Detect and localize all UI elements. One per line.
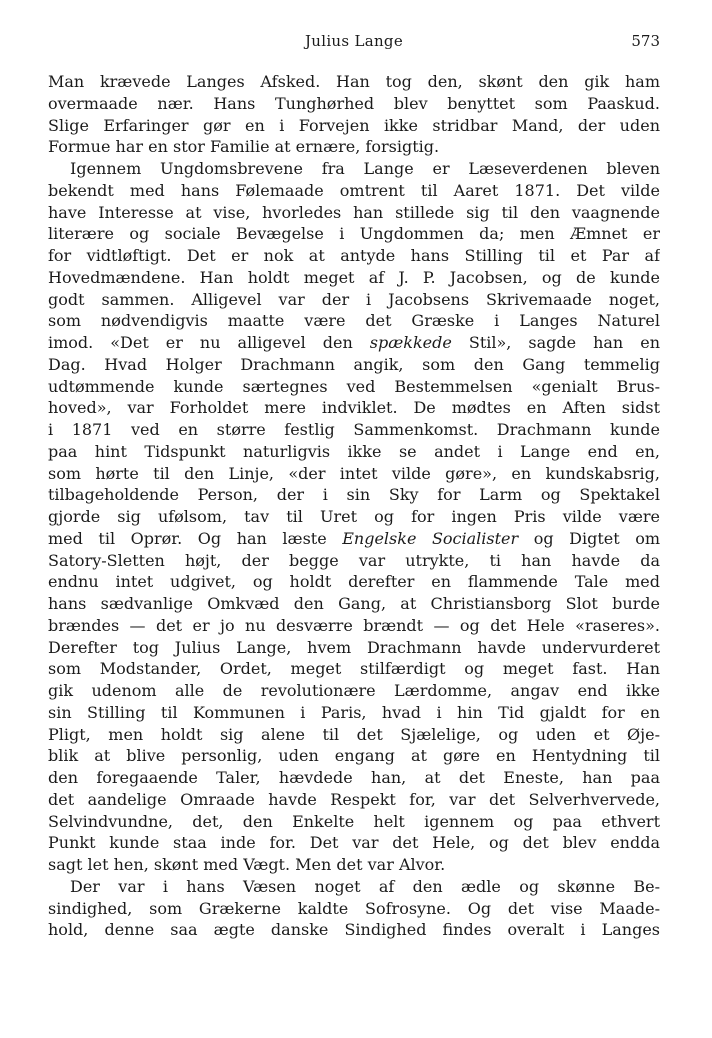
text-line: endnu intet udgivet, og holdt derefter en flammende Tale med: [48, 572, 660, 592]
text-line: hans sædvanlige Omkvæd den Gang, at Christiansborg Slot burde: [48, 594, 660, 613]
running-head: [48, 32, 660, 56]
text-line: Hovedmændene. Han holdt meget af J. P. Jacobsen, og de kunde: [48, 267, 660, 287]
italic-text: spækkede: [369, 333, 452, 352]
text-line: Man krævede Langes Afsked. Han tog den, skønt den gik ham: [48, 72, 660, 91]
text-run: med til Oprør. Og han læste: [48, 528, 343, 548]
text-line: Pligt, men holdt sig alene til det Sjælelige, og uden et Øje-: [48, 724, 660, 744]
text-line: have Interesse at vise, hvorledes han stillede sig til den vaagnende: [48, 202, 660, 222]
text-line: bekendt med hans Følemaade omtrent til Aaret 1871. Det vilde: [48, 180, 660, 200]
text-line: hoved», var Forholdet mere indviklet. De mødtes en Aften sidst: [48, 398, 660, 418]
text-line: Punkt kunde staa inde for. Det var det Hele, og det blev endda: [48, 833, 660, 853]
text-line: for vidtløftigt. Det er nok at antyde hans Stilling til et Par af: [48, 246, 660, 265]
text-line: som nødvendigvis maatte være det Græske i Langes Naturel: [48, 311, 660, 331]
text-line: [48, 528, 660, 550]
text-run: og Digtet om: [518, 528, 660, 548]
text-run: imod. «Det er nu alligevel den: [48, 333, 370, 352]
text-line: gik udenom alle de revolutionære Lærdomme, angav end ikke: [48, 681, 660, 700]
text-line: Satory-Sletten højt, der begge var utrykte, ti han havde da: [48, 550, 660, 570]
text-line: Slige Erfaringer gør en i Forvejen ikke stridbar Mand, der uden: [48, 115, 660, 135]
text-line: det aandelige Omraade havde Respekt for, var det Selverhvervede,: [48, 789, 660, 809]
italic-text: Engelske Socialister: [342, 528, 519, 548]
text-line: Derefter tog Julius Lange, hvem Drachmann havde undervurderet: [48, 637, 660, 657]
text-line: som hørte til den Linje, «der intet vilde gøre», en kundskabsrig,: [48, 463, 660, 483]
text-line: brændes — det er jo nu desværre brændt — og det Hele «raseres».: [48, 615, 660, 635]
text-line: i 1871 ved en større festlig Sammenkomst. Drachmann kunde: [48, 420, 660, 439]
text-line: Selvindvundne, det, den Enkelte helt igennem og paa ethvert: [48, 811, 660, 831]
text-line: Der var i hans Væsen noget af den ædle og skønne Be-: [70, 876, 660, 896]
text-line: udtømmende kunde særtegnes ved Bestemmelsen «genialt Brus-: [48, 376, 660, 396]
text-line: literære og sociale Bevægelse i Ungdommen da; men Æmnet er: [48, 224, 660, 244]
text-line: godt sammen. Alligevel var der i Jacobsens Skrivemaade noget,: [48, 289, 660, 309]
text-line: Dag. Hvad Holger Drachmann angik, som den Gang temmelig: [48, 354, 660, 374]
text-line: blik at blive personlig, uden engang at gøre en Hentydning til: [48, 746, 660, 766]
text-line: overmaade nær. Hans Tunghørhed blev benyttet som Paaskud.: [48, 93, 660, 113]
text-line: den foregaaende Taler, hævdede han, at det Eneste, han paa: [48, 768, 660, 787]
text-line: sin Stilling til Kommunen i Paris, hvad i hin Tid gjaldt for en: [48, 702, 660, 722]
body-text: [48, 71, 660, 941]
text-line: sagt let hen, skønt med Vægt. Men det var Alvor.: [48, 855, 446, 874]
text-line: paa hint Tidspunkt naturligvis ikke se andet i Lange end en,: [48, 441, 660, 461]
running-title: Julius Lange: [304, 32, 404, 50]
page-number: 573: [631, 32, 660, 50]
text-line: gjorde sig ufølsom, tav til Uret og for ingen Pris vilde være: [48, 507, 660, 526]
text-line: tilbageholdende Person, der i sin Sky for Larm og Spektakel: [48, 485, 660, 505]
text-line: [48, 332, 660, 354]
text-line: Igennem Ungdomsbrevene fra Lange er Læseverdenen bleven: [70, 159, 660, 178]
text-line: Formue har en stor Familie at ernære, forsigtig.: [48, 137, 440, 157]
text-run: Stil», sagde han en: [451, 333, 660, 352]
text-line: som Modstander, Ordet, meget stilfærdigt og meget fast. Han: [48, 659, 660, 679]
text-line: hold, denne saa ægte danske Sindighed findes overalt i Langes: [48, 920, 660, 940]
text-line: sindighed, som Grækerne kaldte Sofrosyne. Og det vise Maade-: [48, 898, 660, 918]
